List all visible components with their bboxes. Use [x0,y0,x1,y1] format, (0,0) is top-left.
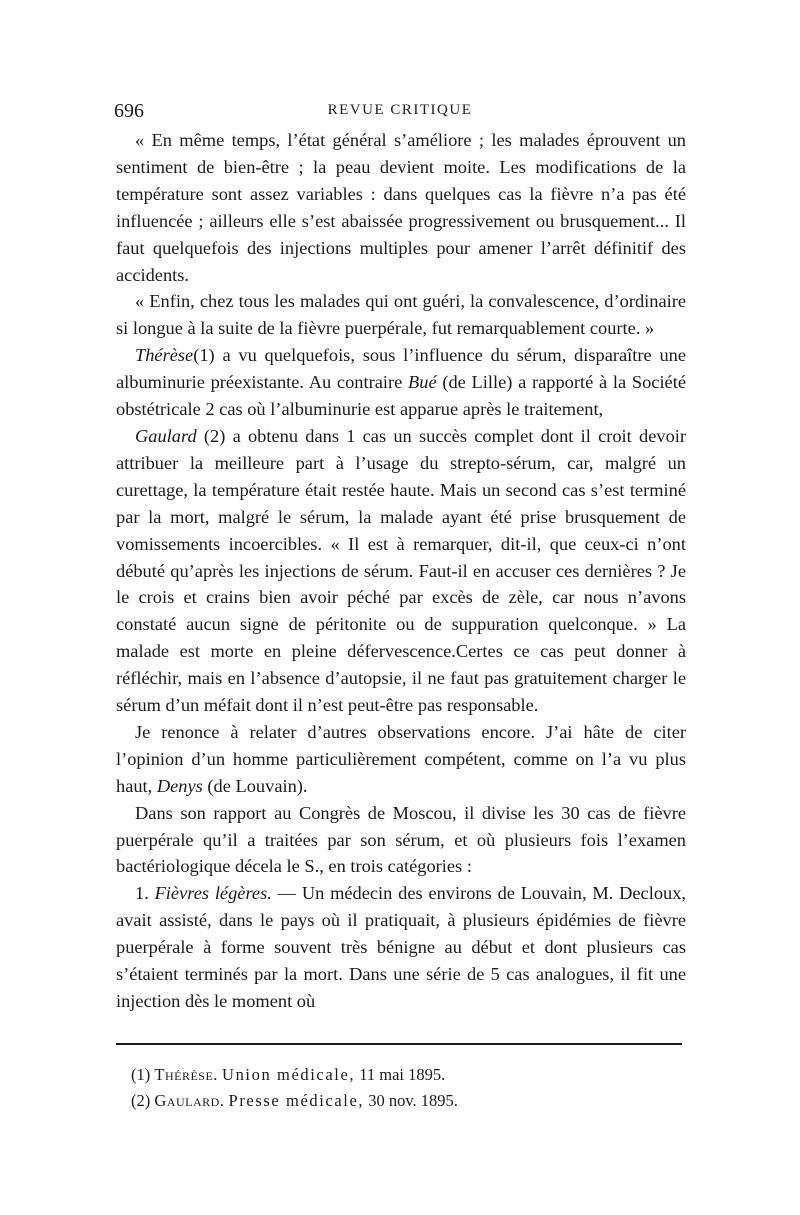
paragraph [116,800,686,881]
text-run: Dans son rapport au Congrès de Moscou, il divise les 30 cas de fièvre puerpérale qu’il a traitées par son sérum, et où plusieurs fois l’examen bactériologique décela le S., en trois catégories : [116,802,686,877]
italic-name: Gaulard [135,425,197,446]
text-run: « Enfin, chez tous les malades qui ont guéri, la convalescence, d’ordinaire si longue à la suite de la fièvre puerpérale, fut remarquablement courte. » [116,291,686,339]
text-run: « En même temps, l’état général s’améliore ; les malades éprouvent un sentiment de bien-être ; la peau devient moite. Les modifications de la température sont assez variables : dans quelques cas la fièvre n’a pas été influencée ; ailleurs elle s’est abaissée progressivement ou brusquement... Il faut quelquefois des injections multiples pour amener l’arrêt définitif des accidents. [116,130,686,285]
paragraph [116,342,686,423]
footnote [131,1088,691,1114]
paragraph [116,288,686,342]
italic-name: Denys [156,775,203,796]
text-run: 1. [135,883,155,904]
text-run: (de Louvain). [202,775,308,796]
footnote-journal: Union médicale, [222,1065,356,1084]
footnote-journal: Presse médicale, [228,1091,365,1110]
text-run: (2) a obtenu dans 1 cas un succès complet dont il croit devoir attribuer la meilleure part à l’usage du strepto-sérum, car, malgré un curettage, la température était restée haute. Mais un second cas s’est terminé par la mort, malgré le sérum, la malade ayant été prise brusquement de vomissements incoercibles. « Il est à remarquer, dit-il, que ceux-ci n’ont débuté qu’après les injections de sérum. Faut-il en accuser ces dernières ? Je le crois et crains bien avoir péché par excès de zèle, car nous n’avons constaté aucun signe de péritonite ou de suppuration quelconque. » La malade est morte en pleine défervescence.Certes ce cas peut donner à réfléchir, mais en l’absence d’autopsie, il ne faut pas gratuitement charger le sérum d’un méfait dont il n’est peut-être pas responsable. [116,425,686,716]
paragraph [116,423,686,719]
footnote-marker: (1) [131,1065,151,1084]
page-number: 696 [114,100,144,122]
footnote-separator [116,1043,682,1045]
page-header [114,100,686,126]
text-run: (1) a vu quelquefois, sous l’influence du sérum, disparaître une albuminurie préexistante. Au contraire [116,345,686,393]
footnote-author: Gaulard. [154,1091,225,1110]
footnote-date: 11 mai 1895. [359,1065,446,1084]
text-run: (de Lille) a rapporté à la Société obstétricale 2 cas où l’albuminurie est apparue après le traitement, [116,372,686,420]
paragraph [116,880,686,1015]
running-title: REVUE CRITIQUE [327,102,473,118]
text-run: Je renonce à relater d’autres observations encore. J’ai hâte de citer l’opinion d’un homme particulièrement compétent, comme on l’a vu plus haut, [116,721,686,796]
paragraph [116,127,686,288]
paragraph [116,719,686,800]
footnote [131,1062,691,1088]
footnote-marker: (2) [131,1091,151,1110]
body-text [116,127,686,1015]
footnote-date: 30 nov. 1895. [368,1091,458,1110]
italic-name: Fièvres légères. [154,883,272,904]
text-run: — Un médecin des environs de Louvain, M. Decloux, avait assisté, dans le pays où il pratiquait, à plusieurs épidémies de fièvre puerpérale à forme souvent très bénigne au début et dont plusieurs cas s’étaient terminés par la mort. Dans une série de 5 cas analogues, il fit une injection dès le moment où [116,883,687,1011]
footnotes [131,1062,691,1114]
italic-name: Thérèse [135,345,194,366]
footnote-author: Thérèse. [154,1065,218,1084]
italic-name: Bué [408,372,437,393]
